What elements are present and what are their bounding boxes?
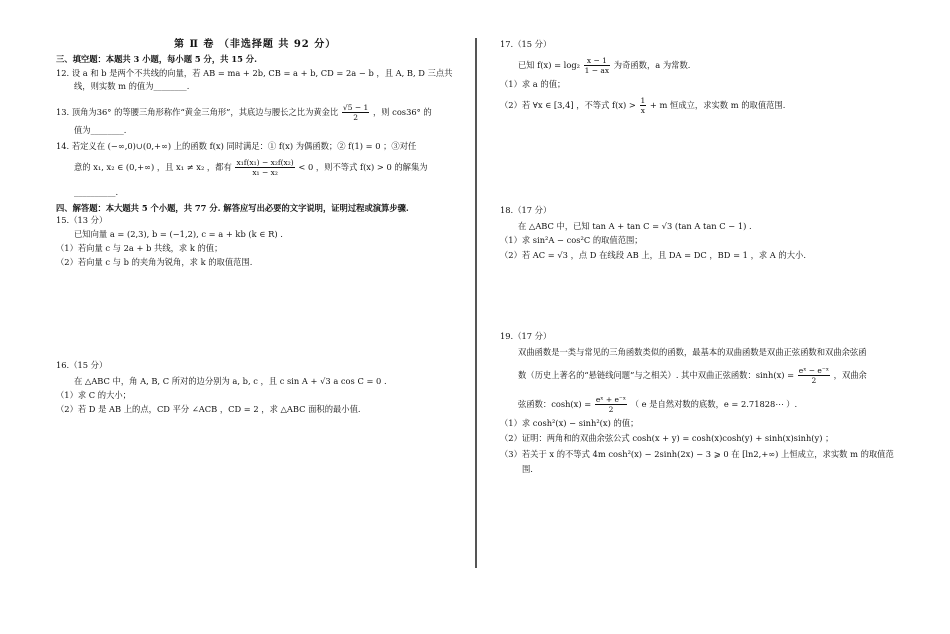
q19-intro3-text-b: （ e 是自然对数的底数，e = 2.71828⋯ ）. [630, 399, 798, 409]
q14-line2 [74, 158, 428, 177]
q17-p2-text-b: + m 恒成立，求实数 m 的取值范围. [649, 100, 786, 110]
fraction-numerator: 1 [640, 96, 646, 105]
fraction-denominator: x₁ − x₂ [252, 168, 278, 177]
fraction-denominator: 2 [811, 376, 817, 385]
q17-part2 [500, 96, 785, 115]
q14-text-a: 意的 x₁, x₂ ∈ (0,+∞) ，且 x₁ ≠ x₂ ，都有 [74, 162, 232, 172]
q13-text-b: ，则 cos36° 的 [372, 107, 432, 117]
q19-part3-line2: 围. [522, 464, 533, 474]
q19-head: 19.（17 分） [500, 331, 552, 341]
cosh-fraction [595, 395, 627, 414]
q16-given: 在 △ABC 中，角 A, B, C 所对的边分别为 a, b, c ，且 c sin A + √3 a cos C = 0 . [74, 376, 387, 386]
q19-part1: （1）求 cosh²(x) − sinh²(x) 的值； [500, 418, 639, 428]
part4-header: 四、解答题：本大题共 5 个小题，共 77 分. 解答应写出必要的文字说明，证明过程或演算步骤. [56, 203, 409, 213]
q17-head: 17.（15 分） [500, 39, 552, 49]
q13-line2: 值为________. [74, 125, 127, 135]
q14-line1: 14. 若定义在 (−∞,0)∪(0,+∞) 上的函数 f(x) 同时满足：① f(x) 为偶函数；② f(1) = 0 ；③对任 [56, 141, 417, 151]
q14-fraction [235, 158, 294, 177]
q16-part1: （1）求 C 的大小； [56, 390, 131, 400]
q14-line3: __________. [74, 187, 119, 197]
q15-head: 15.（13 分） [56, 215, 108, 225]
q19-part2: （2）证明：两角和的双曲余弦公式 cosh(x + y) = cosh(x)cosh(y) + sinh(x)sinh(y) ； [500, 433, 834, 443]
q12-line2: 线，则实数 m 的值为________. [74, 81, 190, 91]
q17-given [518, 56, 690, 75]
column-divider [475, 38, 477, 568]
q19-intro2-text-a: 数（历史上著名的“悬链线问题”与之相关）. 其中双曲正弦函数：sinh(x) = [518, 370, 795, 380]
part3-header: 三、填空题：本题共 3 小题，每小题 5 分，共 15 分. [56, 54, 257, 64]
q15-part2: （2）若向量 c 与 b 的夹角为锐角，求 k 的取值范围. [56, 257, 253, 267]
q17-fraction [584, 56, 611, 75]
fraction-denominator: 2 [608, 405, 614, 414]
fraction-numerator: √5 − 1 [342, 103, 369, 112]
q17-text-a: 已知 f(x) = log₂ [518, 60, 580, 70]
fraction-numerator: eˣ + e⁻ˣ [595, 395, 627, 404]
fraction-numerator: x − 1 [584, 56, 611, 66]
q13-text-a: 13. 顶角为36° 的等腰三角形称作“黄金三角形”，其底边与腰长之比为黄金比 [56, 107, 339, 117]
q16-part2: （2）若 D 是 AB 上的点，CD 平分 ∠ACB ，CD = 2 ，求 △ABC 面积的最小值. [56, 404, 361, 414]
sinh-fraction [798, 366, 830, 385]
q18-given: 在 △ABC 中，已知 tan A + tan C = √3 (tan A tan C − 1) . [518, 221, 752, 231]
q17-text-b: 为奇函数，a 为常数. [613, 60, 691, 70]
q19-intro3-text-a: 弦函数：cosh(x) = [518, 399, 592, 409]
q12-line1: 12. 设 a 和 b 是两个不共线的向量，若 AB = ma + 2b, CB = a + b, CD = 2a − b ，且 A, B, D 三点共 [56, 68, 453, 78]
q18-head: 18.（17 分） [500, 205, 552, 215]
q19-intro3 [518, 395, 797, 414]
q17-p2-fraction [640, 96, 647, 115]
q19-intro2-text-b: ，双曲余 [833, 370, 867, 380]
q18-part2: （2）若 AC = √3 ，点 D 在线段 AB 上，且 DA = DC ，BD = 1 ，求 A 的大小. [500, 250, 806, 260]
q16-head: 16.（15 分） [56, 360, 108, 370]
fraction-denominator: x [640, 106, 645, 115]
fraction-denominator: 1 − ax [584, 66, 610, 75]
q13-line1 [56, 103, 432, 122]
q15-given: 已知向量 a = (2,3), b = (−1,2), c = a + kb (k ∈ R) . [74, 229, 283, 239]
fraction-denominator: 2 [353, 113, 358, 122]
q17-p2-text-a: （2）若 ∀x ∈ [3,4] ，不等式 f(x) > [500, 100, 636, 110]
q17-part1: （1）求 a 的值； [500, 79, 566, 89]
fraction-numerator: eˣ − e⁻ˣ [798, 366, 830, 375]
q14-text-b: < 0 ，则不等式 f(x) > 0 的解集为 [298, 162, 428, 172]
q19-intro1: 双曲函数是一类与常见的三角函数类似的函数，最基本的双曲函数是双曲正弦函数和双曲余弦函 [518, 347, 867, 357]
fraction-numerator: x₁f(x₁) − x₂f(x₂) [236, 158, 294, 167]
q19-intro2 [518, 366, 867, 385]
golden-ratio-fraction [342, 103, 369, 122]
q15-part1: （1）若向量 c 与 2a + b 共线，求 k 的值； [56, 243, 223, 253]
section-title: 第 Ⅱ 卷 （非选择题 共 92 分） [174, 39, 337, 50]
q18-part1: （1）求 sin²A − cos²C 的取值范围； [500, 235, 643, 245]
q19-part3-line1: （3）若关于 x 的不等式 4m cosh²(x) − 2sinh(2x) − 3 ⩾ 0 在 [ln2,+∞) 上恒成立，求实数 m 的取值范 [500, 449, 894, 459]
